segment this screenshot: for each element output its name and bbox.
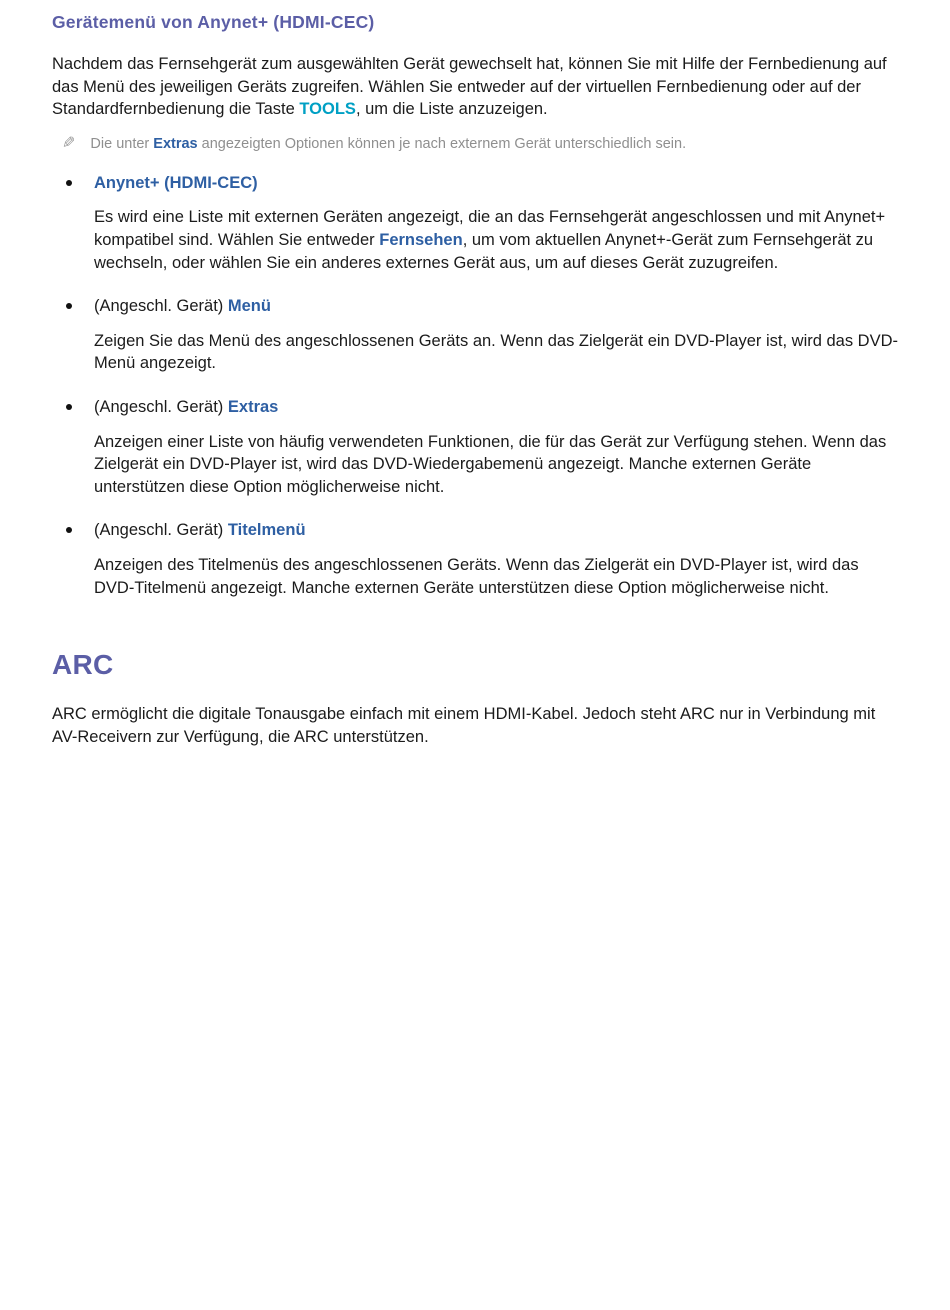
bullet-label-prefix: (Angeschl. Gerät) (94, 297, 228, 316)
bullet-label (94, 295, 898, 318)
list-item-connected-device-tools (52, 396, 898, 498)
bullet-dot-icon (66, 404, 72, 410)
bullet-label (94, 396, 898, 419)
bullet-body (94, 206, 898, 274)
bullet-body-lead: Anzeigen des Titelmenüs des angeschlossenen Geräts. Wenn das Zielgerät ein DVD-Player ist, wird das DVD-Titelmenü angezeigt. Manche externen Geräte unterstützen diese Option möglicherweise nicht. (94, 555, 859, 597)
note-text-tail: angezeigten Optionen können je nach externem Gerät unterschiedlich sein. (197, 135, 687, 152)
note-text (90, 135, 686, 154)
list-item-connected-device-menu (52, 295, 898, 375)
pencil-icon: ✎ (62, 134, 76, 152)
bullet-body (94, 330, 898, 375)
list-item-anynet-hdmi-cec (52, 172, 898, 274)
bullet-dot-icon (66, 527, 72, 533)
note-term-extras: Extras (153, 135, 198, 152)
bullet-dot-icon (66, 180, 72, 186)
intro-text-tail: , um die Liste anzuzeigen. (355, 100, 548, 119)
note-text-lead: Die unter (90, 135, 154, 152)
intro-text-lead: Nachdem das Fernsehgerät zum ausgewählten Gerät gewechselt hat, können Sie mit Hilfe der Fernbedienung auf das Menü des jeweiligen Geräts zugreifen. Wählen Sie entweder auf der virtuellen Fernbedienung oder auf der Standardfernbedienung die Taste (52, 55, 887, 119)
bullet-body-term: Fernsehen (379, 230, 463, 249)
bullet-label-term: Extras (227, 397, 279, 416)
anynet-options-list (52, 172, 898, 599)
bullet-label (94, 172, 898, 195)
bullet-label-term: Menü (227, 297, 271, 316)
bullet-content (94, 519, 898, 599)
bullet-body-lead: Zeigen Sie das Menü des angeschlossenen Geräts an. Wenn das Zielgerät ein DVD-Player ist, wird das DVD-Menü angezeigt. (94, 331, 899, 373)
bullet-content (94, 295, 898, 375)
bullet-dot-icon (66, 303, 72, 309)
bullet-content (94, 396, 898, 498)
intro-paragraph (52, 53, 898, 121)
bullet-label-prefix: (Angeschl. Gerät) (94, 397, 228, 416)
section-title-anynet-device-menu: Gerätemenü von Anynet+ (HDMI-CEC) (52, 12, 375, 32)
note (52, 135, 898, 154)
bullet-body (94, 431, 898, 499)
bullet-label-term: Anynet+ (HDMI-CEC) (94, 173, 258, 192)
bullet-body-lead: Anzeigen einer Liste von häufig verwendeten Funktionen, die für das Gerät zur Verfügung stehen. Wenn das Zielgerät ein DVD-Player ist, wird das DVD-Wiedergabemenü angezeigt. Manche externen Geräte unterstützen diese Option möglicherweise nicht. (94, 432, 887, 496)
arc-paragraph: ARC ermöglicht die digitale Tonausgabe einfach mit einem HDMI-Kabel. Jedoch steht ARC nur in Verbindung mit AV-Receivern zur Verfügung, die ARC unterstützen. (52, 705, 876, 746)
tools-button-label: TOOLS (299, 100, 356, 119)
bullet-body (94, 554, 898, 599)
bullet-body-lead: Es wird eine Liste mit externen Geräten angezeigt, die an das Fernsehgerät angeschlossen und mit Anynet+ kompatibel sind. Wählen Sie entweder (94, 208, 886, 249)
section-title-arc: ARC (52, 649, 114, 681)
bullet-content (94, 172, 898, 274)
list-item-connected-device-title-menu (52, 519, 898, 599)
bullet-label-prefix: (Angeschl. Gerät) (94, 521, 228, 540)
bullet-label (94, 519, 898, 542)
bullet-label-term: Titelmenü (227, 521, 306, 540)
bullet-body-tail: , um vom aktuellen Anynet+-Gerät zum Fernsehgerät zu wechseln, oder wählen Sie ein anderes externes Gerät aus, um auf dieses Gerät zuzugreifen. (94, 230, 874, 272)
